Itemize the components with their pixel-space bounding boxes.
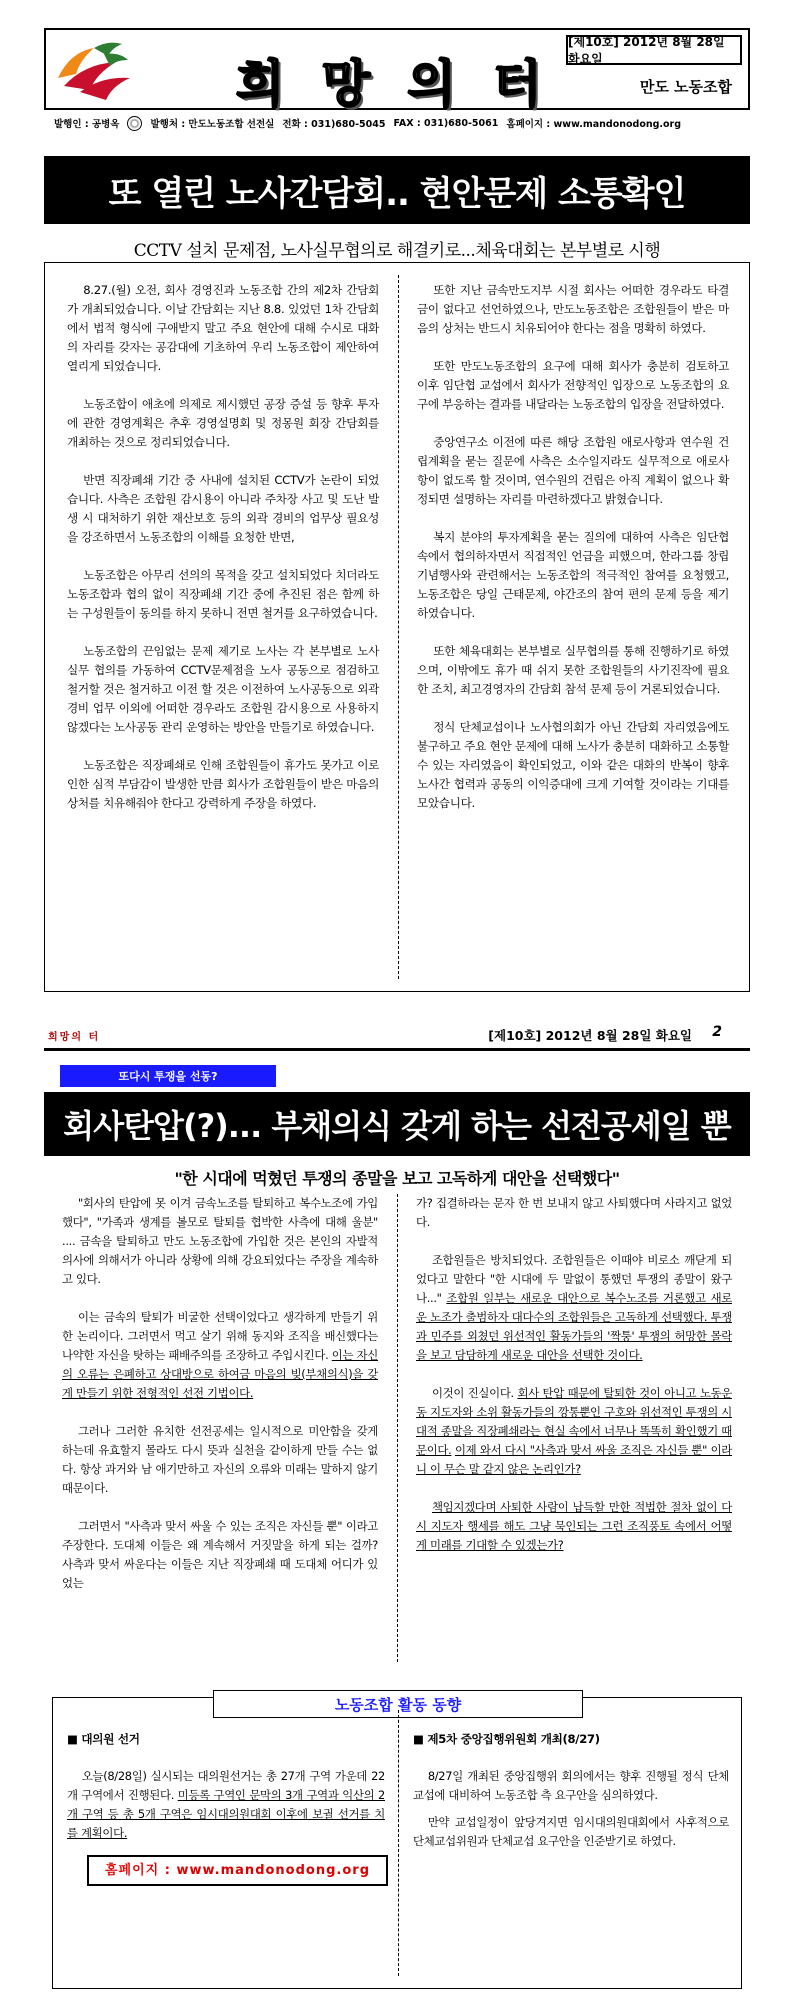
article1-headline: 또 열린 노사간담회.. 현안문제 소통확인	[44, 156, 750, 224]
paragraph: 또한 지난 금속만도지부 시절 회사는 어떠한 경우라도 타결금이 없다고 선언하였으나, 만도노동조합은 조합원들이 받은 마음의 상처는 반드시 치유되어야 한다는 점을 명확히 하였다.	[417, 283, 729, 335]
issuer: 발행처 : 만도노동조합 선전실	[150, 119, 275, 130]
paragraph: 가? 집결하라는 문자 한 번 보내지 않고 사퇴했다며 사라지고 없었다.	[416, 1196, 732, 1229]
article2-tag: 또다시 투쟁을 선동?	[60, 1065, 276, 1087]
paragraph: 중앙연구소 이전에 따른 해당 조합원 애로사항과 연수원 건립계획을 묻는 질문에 사측은 소수일지라도 실무적으로 애로사항이 없도록 할 것이며, 연수원의 건립은 아직 계획이 없으나 확정되면 설명하는 자리를 마련하겠다고 밝혔습니다.	[417, 435, 729, 506]
column-divider	[398, 1710, 399, 1976]
article2-headline: 회사탄압(?)... 부채의식 갖게 하는 선전공세일 뿐	[44, 1092, 750, 1156]
paragraph: 그러나 그러한 유치한 선전공세는 일시적으로 미안함을 갖게 하는데 유효할지 몰라도 다시 뜻과 실천을 같이하게 만들 수는 없다. 항상 과거와 남 애기만하고 자신의 오류와 미래는 말하지 않기 때문이다.	[62, 1424, 378, 1495]
paragraph: 정식 단체교섭이나 노사협의회가 아닌 간담회 자리였음에도 불구하고 주요 현안 문제에 대해 노사가 충분히 대화하고 소통할 수 있는 자리였음이 확인되었고, 이와 같은 대화의 반복이 향후 노사간 협력과 공동의 이익증대에 크게 기여할 것이라는 기대를 모았습니다.	[417, 720, 729, 810]
article2-body	[44, 1192, 750, 1682]
page-number: 2	[712, 1024, 722, 1040]
article1-left-column	[67, 281, 379, 832]
publisher: 발행인 : 공병옥	[54, 119, 120, 130]
paragraph: 노동조합은 직장폐쇄로 인해 조합원들이 휴가도 못가고 이로 인한 심적 부담감이 발생한 만큼 회사가 조합원들이 받은 마음의 상처를 치유해줘야 한다고 강력하게 주장을 하였다.	[67, 758, 379, 810]
paragraph: 노동조합은 아무리 선의의 목적을 갖고 설치되었다 치더라도 노동조합과 협의 없이 직장폐쇄 기간 중에 추진된 점은 함께 하는 구성원들이 동의를 하지 못하니 전면 철거를 요구하였습니다.	[67, 568, 379, 620]
paragraph: 오늘(8/28일) 실시되는 대의원선거는 총 27개 구역 가운데 22개 구역에서 진행된다. 미등록 구역인 문막의 3개 구역과 익산의 2개 구역 등 총 5개 구역은 임시대의원대회 이후에 보궐 선거를 치를 계획이다.	[67, 1769, 385, 1840]
activity-title: 노동조합 활동 동향	[213, 1690, 583, 1718]
paragraph: 노동조합이 애초에 의제로 제시했던 공장 증설 등 향후 투자에 관한 경영계획은 추후 경영설명회 및 정몽원 회장 간담회를 개최하는 것으로 정리되었습니다.	[67, 397, 379, 449]
article1-body	[44, 262, 750, 992]
page2-issue-line: [제10호] 2012년 8월 28일 화요일	[488, 1028, 692, 1043]
union-activity-box	[52, 1697, 742, 1989]
article2-right-column	[416, 1194, 732, 1574]
column-divider	[398, 275, 399, 979]
paragraph: 복지 분야의 투자계획을 묻는 질의에 대하여 사측은 임단협 속에서 협의하자면서 직접적인 언급을 피했으며, 한라그룹 창립기념행사와 관련해서는 노동조합의 적극적인 참여를 요청했고, 노동조합은 당일 근태문제, 야간조의 참여 편의 문제 등을 제기하였습니다.	[417, 530, 729, 620]
seal-icon	[127, 116, 142, 131]
page2-mini-title: 희망의 터	[48, 1032, 101, 1043]
paragraph: 이것이 진실이다. 회사 탄압 때문에 탈퇴한 것이 아니고 노동운동 지도자와 소위 활동가들의 깡통뿐인 구호와 위선적인 투쟁의 시대적 종말을 직장폐쇄라는 현실 속에서 너무나 똑똑히 확인했기 때문이다. 이제 와서 다시 "사측과 맞서 싸울 조직은 자신들 뿐" 이라니 이 무슨 말 같지 않은 논리인가?	[416, 1386, 732, 1476]
paragraph: 만약 교섭일정이 앞당겨지면 임시대의원대회에서 사후적으로 단체교섭위원과 단체교섭 요구안을 인준받기로 하였다.	[413, 1815, 729, 1848]
article2-subheadline: "한 시대에 먹혔던 투쟁의 종말을 보고 고독하게 대안을 선택했다"	[174, 1169, 620, 1188]
homepage-text[interactable]: 홈페이지 : www.mandonodong.org	[506, 119, 682, 130]
paragraph: 조합원들은 방치되었다. 조합원들은 이때야 비로소 깨닫게 되었다고 말한다 "한 시대에 두 말없이 통했던 투쟁의 종말이 왔구나..." 조합원 일부는 새로운 대안으로 복수노조를 거론했고 새로운 노조가 출범하자 대다수의 조합원들은 고독하게 선택했다. 투쟁과 민주를 외쳤던 위선적인 활동가들의 '짝퉁' 투쟁의 허망한 몰락을 보고 담담하게 새로운 대안을 선택한 것이다.	[416, 1253, 732, 1362]
dove-logo-icon	[50, 34, 136, 106]
article1-subheadline: CCTV 설치 문제점, 노사실무협의로 해결키로...체육대회는 본부별로 시행	[133, 241, 661, 261]
paragraph: "회사의 탄압에 못 이겨 금속노조를 탈퇴하고 복수노조에 가입했다", "가족과 생계를 볼모로 탈퇴를 협박한 사측에 대해 울분" .... 금속을 탈퇴하고 만도 노동조합에 가입한 것은 본인의 자발적 의사에 의해서가 아니라 상황에 의해 강요되었다는 주장을 계속하고 있다.	[62, 1196, 378, 1286]
paragraph: 그러면서 "사측과 맞서 싸울 수 있는 조직은 자신들 뿐" 이라고 주장한다. 도대체 이들은 왜 계속해서 거짓말을 하게 되는 걸까? 사측과 맞서 싸운다는 이들은 지난 직장폐쇄 때 도대체 어디가 있었는	[62, 1519, 378, 1590]
article1-right-column	[417, 281, 729, 832]
phone: 전화 : 031)680-5045	[282, 119, 386, 130]
paragraph: 8.27.(월) 오전, 회사 경영진과 노동조합 간의 제2차 간담회가 개최되었습니다. 이날 간담회는 지난 8.8. 있었던 1차 간담회에서 법적 형식에 구애받지 말고 주요 현안에 대해 수시로 대화의 자리를 갖자는 공감대에 기초하여 우리 노동조합이 제안하여 열리게 되었습니다.	[67, 283, 379, 373]
page2-header	[44, 1024, 750, 1046]
paragraph: 노동조합의 끈임없는 문제 제기로 노사는 각 본부별로 노사실무 협의를 가동하여 CCTV문제점을 노사 공동으로 점검하고 철거할 것은 철거하고 이전 할 것은 이전하여 노사공동으로 외곽경비 업무 이외에 어떠한 경우라도 조합원 감시용으로 사용하지 않겠다는 노사공동 관리 운영하는 방안을 만들기로 하였습니다.	[67, 644, 379, 734]
newsletter-title: 희 망 의 터	[236, 54, 552, 113]
paragraph: 8/27일 개최된 중앙집행위 회의에서는 향후 진행될 정식 단체교섭에 대비하여 노동조합 측 요구안을 심의하였다.	[413, 1769, 729, 1802]
union-name: 만도 노동조합	[639, 78, 732, 96]
article2-left-column	[62, 1194, 378, 1612]
homepage-link[interactable]: 홈페이지 : www.mandonodong.org	[87, 1855, 388, 1886]
fax: FAX : 031)680-5061	[393, 117, 499, 129]
masthead	[44, 28, 750, 113]
paragraph: 책임지겠다며 사퇴한 사람이 납득할 만한 적법한 절차 없이 다시 지도자 행세를 해도 그냥 묵인되는 그런 조직풍토 속에서 어떻게 미래를 기대할 수 있겠는가?	[416, 1500, 732, 1552]
column-divider	[397, 1194, 398, 1662]
activity-left-column	[67, 1730, 385, 1886]
paragraph: 또한 체육대회는 본부별로 실무협의를 통해 진행하기로 하였으며, 이밖에도 휴가 때 쉬지 못한 조합원들의 사기진작에 필요한 조치, 최고경영자의 간담회 참석 문제 등이 거론되었습니다.	[417, 644, 729, 696]
union-logo	[50, 34, 136, 106]
activity-right-column	[413, 1730, 729, 1859]
activity-left-heading: ■ 대의원 선거	[67, 1732, 140, 1746]
paragraph: 반면 직장폐쇄 기간 중 사내에 설치된 CCTV가 논란이 되었습니다. 사측은 조합원 감시용이 아니라 주차장 사고 및 도난 발생 시 대처하기 위한 재산보호 등의 외곽 경비의 업무상 필요성을 강조하면서 노동조합의 이해를 요청한 반면,	[67, 473, 379, 544]
publisher-info-bar	[44, 112, 750, 134]
activity-right-heading: ■ 제5차 중앙집행위원회 개최(8/27)	[413, 1732, 600, 1746]
page2-rule	[44, 1048, 750, 1051]
paragraph: 이는 금속의 탈퇴가 비굴한 선택이었다고 생각하게 만들기 위한 논리이다. 그러면서 먹고 살기 위해 동지와 조직을 배신했다는 나약한 자신을 탓하는 패배주의를 조장하고 주입시킨다. 이는 자신의 오류는 은폐하고 상대방으로 하여금 마음의 빚(부채의식)을 갖게 만들기 위한 전형적인 선전 기법이다.	[62, 1310, 378, 1400]
paragraph: 또한 만도노동조합의 요구에 대해 회사가 충분히 검토하고 이후 임단협 교섭에서 회사가 전향적인 입장으로 노동조합의 요구에 부응하는 결과를 내달라는 노동조합의 입장을 전달하였다.	[417, 359, 729, 411]
issue-line: [제10호] 2012년 8월 28일 화요일	[566, 35, 742, 65]
